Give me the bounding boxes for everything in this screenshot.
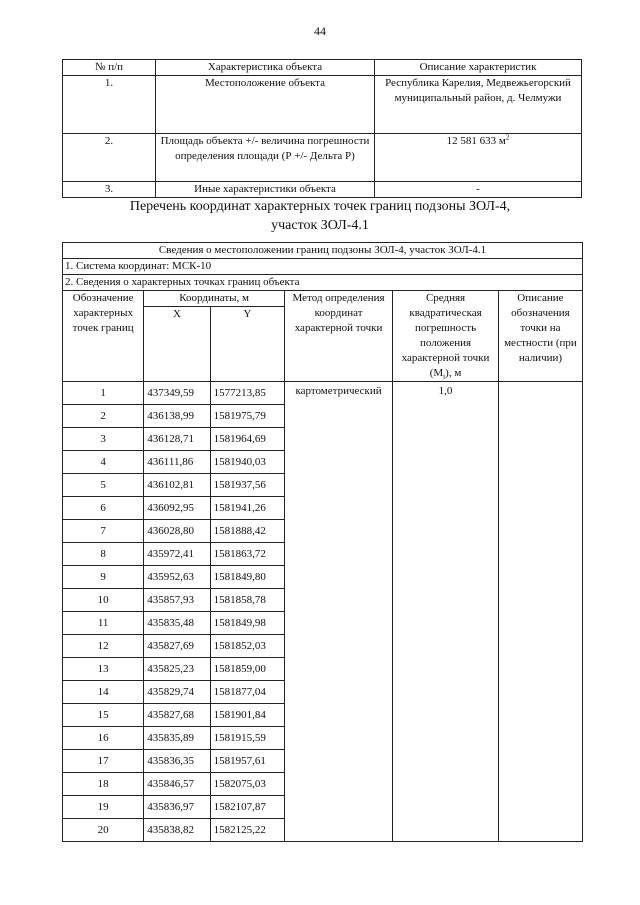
point-y: 1581975,79	[210, 405, 284, 428]
point-x: 436138,99	[144, 405, 210, 428]
info-row-num: 2.	[63, 134, 156, 182]
point-number: 20	[63, 819, 144, 842]
point-number: 13	[63, 658, 144, 681]
title-line-2: участок ЗОЛ-4.1	[271, 218, 369, 233]
table-row	[63, 382, 583, 405]
point-x: 435972,41	[144, 543, 210, 566]
point-x: 435952,63	[144, 566, 210, 589]
point-y: 1581941,26	[210, 497, 284, 520]
section-heading: 2. Сведения о характерных точках границ объекта	[63, 275, 583, 291]
info-header-description: Описание характеристик	[375, 60, 582, 76]
point-x: 435838,82	[144, 819, 210, 842]
area-value: 12 581 633 м	[446, 135, 506, 147]
point-y: 1577213,85	[210, 382, 284, 405]
point-number: 1	[63, 382, 144, 405]
point-x: 436102,81	[144, 474, 210, 497]
point-y: 1581901,84	[210, 704, 284, 727]
point-x: 435829,74	[144, 681, 210, 704]
point-y: 1582107,87	[210, 796, 284, 819]
info-row-name: Иные характеристики объекта	[156, 182, 375, 198]
point-y: 1581877,04	[210, 681, 284, 704]
coords-system-row	[63, 259, 583, 275]
point-rows	[63, 382, 583, 842]
point-x: 435827,69	[144, 635, 210, 658]
point-y: 1582075,03	[210, 773, 284, 796]
point-y: 1581937,56	[210, 474, 284, 497]
point-number: 7	[63, 520, 144, 543]
point-number: 11	[63, 612, 144, 635]
page-number: 44	[314, 24, 326, 38]
info-row-name: Площадь объекта +/- величина погрешности определения площади (Р +/- Дельта Р)	[156, 134, 375, 182]
coords-caption: Сведения о местоположении границ подзоны ЗОЛ-4, участок ЗОЛ-4.1	[63, 243, 583, 259]
point-y: 1581849,80	[210, 566, 284, 589]
point-number: 9	[63, 566, 144, 589]
info-header-characteristic: Характеристика объекта	[156, 60, 375, 76]
point-x: 435827,68	[144, 704, 210, 727]
point-y: 1581940,03	[210, 451, 284, 474]
point-x: 435836,35	[144, 750, 210, 773]
point-number: 17	[63, 750, 144, 773]
point-x: 436092,95	[144, 497, 210, 520]
header-description: Описание обозначения точки на местности (при наличии)	[498, 291, 582, 382]
point-y: 1582125,22	[210, 819, 284, 842]
area-unit-superscript: 2	[505, 133, 510, 142]
title-line-1: Перечень координат характерных точек границ подзоны ЗОЛ-4,	[129, 199, 511, 214]
point-number: 10	[63, 589, 144, 612]
point-x: 435825,23	[144, 658, 210, 681]
point-number: 12	[63, 635, 144, 658]
point-y: 1581852,03	[210, 635, 284, 658]
point-y: 1581863,72	[210, 543, 284, 566]
point-number: 16	[63, 727, 144, 750]
point-y: 1581915,59	[210, 727, 284, 750]
point-number: 3	[63, 428, 144, 451]
coords-caption-row	[63, 243, 583, 259]
point-x: 436028,80	[144, 520, 210, 543]
point-number: 19	[63, 796, 144, 819]
point-number: 4	[63, 451, 144, 474]
object-info-table	[62, 59, 582, 198]
document-title	[0, 197, 640, 235]
coords-header-row	[63, 291, 583, 307]
info-row	[63, 76, 582, 134]
point-x: 435835,89	[144, 727, 210, 750]
header-point: Обозначение характерных точек границ	[63, 291, 144, 382]
info-row-desc: -	[375, 182, 582, 198]
header-coordinates: Координаты, м	[144, 291, 285, 307]
point-x: 436111,86	[144, 451, 210, 474]
point-number: 14	[63, 681, 144, 704]
point-x: 435846,57	[144, 773, 210, 796]
point-x: 435835,48	[144, 612, 210, 635]
header-accuracy-tail: ), м	[445, 367, 462, 379]
header-method: Метод определения координат характерной точки	[284, 291, 392, 382]
point-y: 1581849,98	[210, 612, 284, 635]
point-y: 1581888,42	[210, 520, 284, 543]
accuracy-cell: 1,0	[393, 382, 499, 842]
description-cell	[498, 382, 582, 842]
point-x: 435857,93	[144, 589, 210, 612]
point-y: 1581957,61	[210, 750, 284, 773]
method-cell: картометрический	[284, 382, 392, 842]
point-number: 8	[63, 543, 144, 566]
point-number: 5	[63, 474, 144, 497]
info-header-row	[63, 60, 582, 76]
point-x: 435836,97	[144, 796, 210, 819]
header-accuracy-main: Средняя квадратическая погрешность положения характерной точки (M	[401, 292, 490, 379]
info-row-num: 3.	[63, 182, 156, 198]
point-y: 1581964,69	[210, 428, 284, 451]
header-x: X	[144, 307, 210, 382]
point-number: 15	[63, 704, 144, 727]
point-y: 1581858,78	[210, 589, 284, 612]
header-accuracy	[393, 291, 499, 382]
point-number: 18	[63, 773, 144, 796]
info-row-desc: Республика Карелия, Медвежьегорский муниципальный район, д. Челмужи	[375, 76, 582, 134]
info-header-num: № п/п	[63, 60, 156, 76]
coordinate-system: 1. Система координат: МСК-10	[63, 259, 583, 275]
info-row	[63, 134, 582, 182]
header-accuracy-sub: t	[443, 373, 446, 382]
point-number: 2	[63, 405, 144, 428]
coords-section-row	[63, 275, 583, 291]
point-y: 1581859,00	[210, 658, 284, 681]
info-row-desc	[375, 134, 582, 182]
coordinates-table	[62, 242, 583, 842]
point-x: 437349,59	[144, 382, 210, 405]
point-x: 436128,71	[144, 428, 210, 451]
header-y: Y	[210, 307, 284, 382]
info-row	[63, 182, 582, 198]
info-row-num: 1.	[63, 76, 156, 134]
point-number: 6	[63, 497, 144, 520]
info-row-name: Местоположение объекта	[156, 76, 375, 134]
